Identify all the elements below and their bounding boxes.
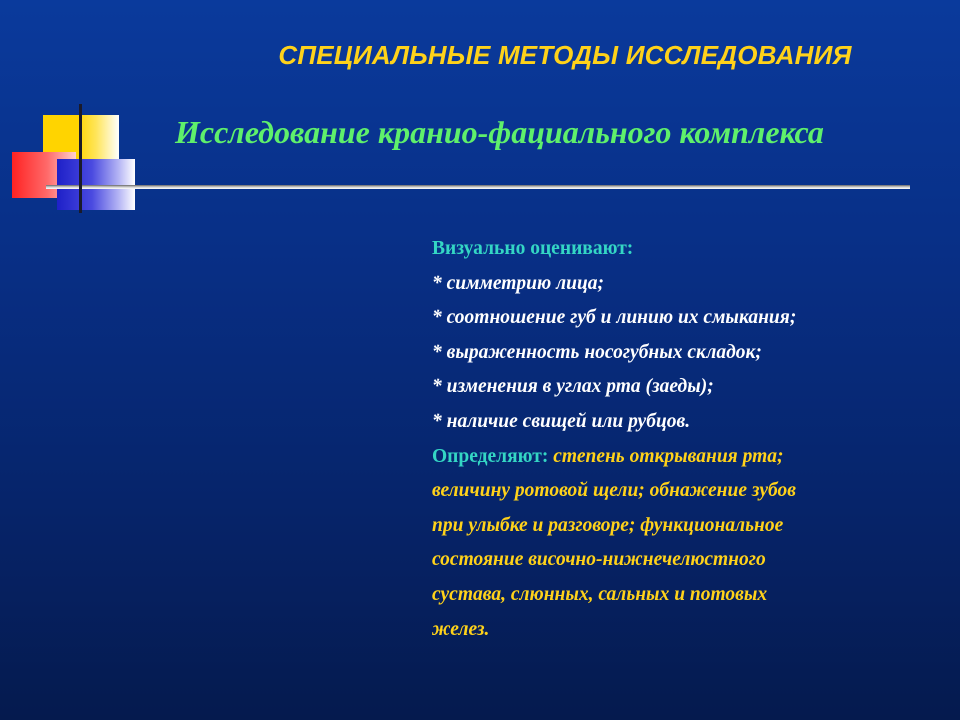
determine-text: при улыбке и разговоре; функциональное <box>432 514 784 536</box>
determine-text: желез. <box>432 618 490 640</box>
determine-text: степень открывания рта; <box>548 445 784 467</box>
determine-heading: Определяют: <box>432 445 549 467</box>
slide-title: СПЕЦИАЛЬНЫЕ МЕТОДЫ ИССЛЕДОВАНИЯ <box>278 40 852 70</box>
visual-heading: Визуально оценивают: <box>432 238 634 259</box>
determine-text: величину ротовой щели; обнажение зубов <box>432 480 796 502</box>
decor-vertical-line <box>79 104 82 213</box>
visual-item: * симметрию лица; <box>432 272 605 294</box>
content-block <box>432 232 952 647</box>
determine-text: сустава, слюнных, сальных и потовых <box>432 583 768 605</box>
slide-subtitle: Исследование кранио-фациального комплекса <box>175 114 824 150</box>
determine-line <box>432 440 952 475</box>
visual-item: * изменения в углах рта (заеды); <box>432 376 714 398</box>
visual-item: * соотношение губ и линию их смыкания; <box>432 307 797 329</box>
visual-item: * выраженность носогубных складок; <box>432 341 762 363</box>
determine-text: состояние височно-нижнечелюстного <box>432 549 766 571</box>
decor-horizontal-line <box>46 185 910 189</box>
visual-item: * наличие свищей или рубцов. <box>432 410 691 432</box>
